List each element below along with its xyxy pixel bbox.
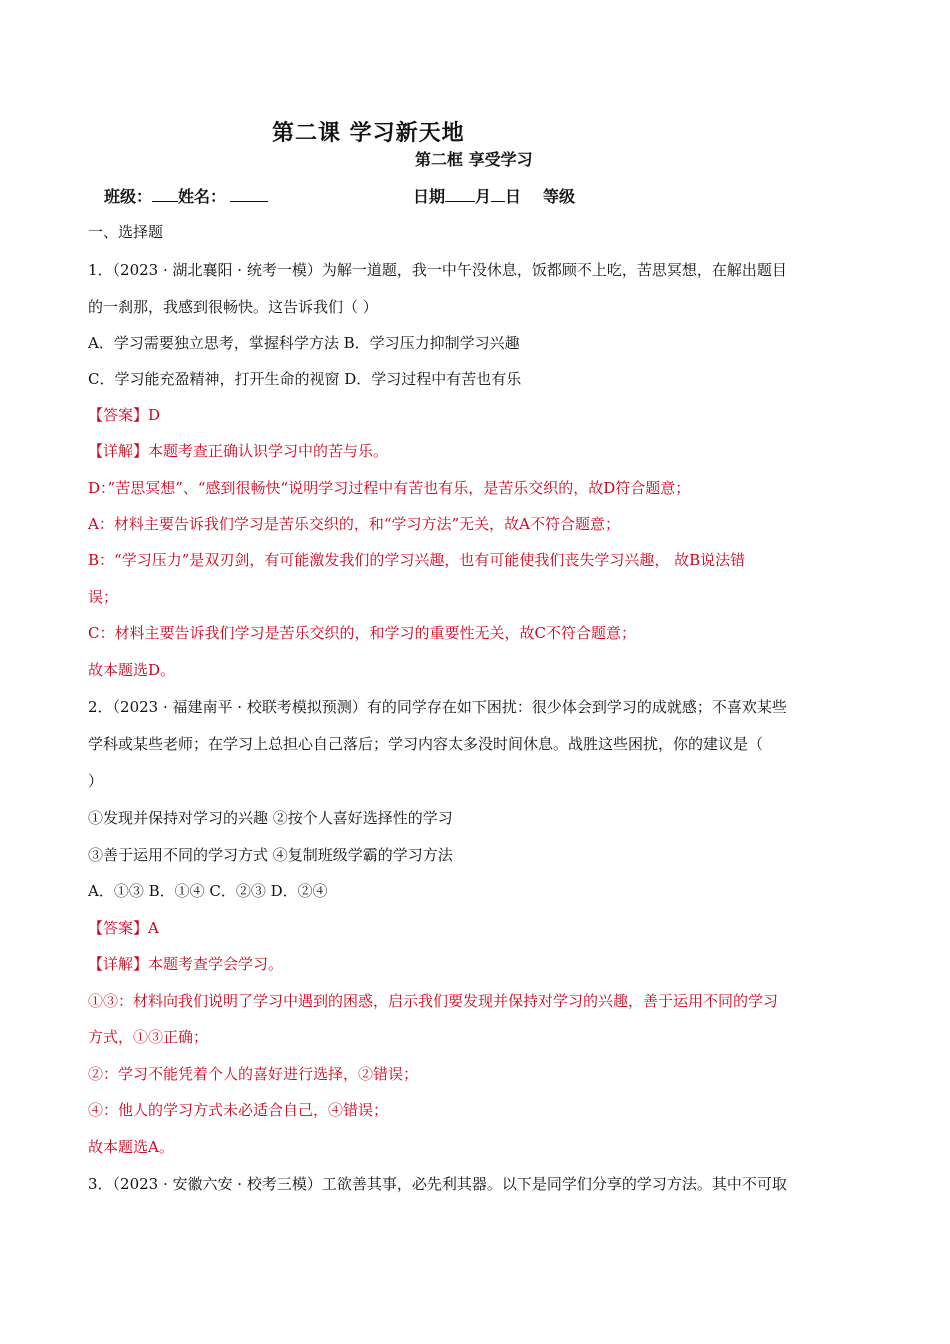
q1-analysis-line-5: C：材料主要告诉我们学习是苦乐交织的，和学习的重要性无关，故C不符合题意； <box>88 624 636 642</box>
q1-answer <box>88 405 160 425</box>
day-blank[interactable] <box>491 186 505 202</box>
class-label: 班级： <box>104 187 153 206</box>
q2-detail <box>88 954 283 974</box>
q1-analysis-line-3: B：“学习压力”是双刃剑，有可能激发我们的学习兴趣，也有可能使我们丧失学习兴趣， 故B说法错 <box>88 551 746 569</box>
class-blank[interactable] <box>152 186 178 202</box>
detail-tag: 【详解】 <box>88 955 149 973</box>
q2-analysis-line-4: ④：他人的学习方式未必适合自己，④错误； <box>88 1101 389 1119</box>
q1-option-line-1: A．学习需要独立思考，掌握科学方法 B．学习压力抑制学习兴趣 <box>88 334 520 352</box>
q2-analysis-line-3: ②：学习不能凭着个人的喜好进行选择，②错误； <box>88 1065 419 1083</box>
q1-stem-line-2: 的一刹那，我感到很畅快。这告诉我们（ ） <box>88 298 378 316</box>
student-info <box>104 184 268 207</box>
month-label: 月 <box>475 187 492 206</box>
q1-analysis-line-4: 误； <box>88 588 119 606</box>
name-blank[interactable] <box>230 186 268 202</box>
name-label: 姓名： <box>178 187 227 206</box>
q3-stem-line-1: 3．（2023 · 安徽六安 · 校考三模）工欲善其事，必先利其器。以下是同学们分享的学习方法。其中不可取 <box>88 1175 787 1193</box>
q1-analysis-line-1: D：”苦思冥想”、“感到很畅快“说明学习过程中有苦也有乐，是苦乐交织的，故D符合题意； <box>88 479 691 497</box>
q2-stem-line-3: ） <box>88 772 104 790</box>
q2-option-line-1: ①发现并保持对学习的兴趣 ②按个人喜好选择性的学习 <box>88 809 453 827</box>
answer-value: A <box>148 919 159 937</box>
q1-detail <box>88 441 388 461</box>
date-grade-info <box>413 184 575 207</box>
detail-text: 本题考查学会学习。 <box>148 955 284 973</box>
q1-analysis-line-2: A：材料主要告诉我们学习是苦乐交织的，和“学习方法”无关，故A不符合题意； <box>88 515 621 533</box>
grade-label: 等级 <box>543 187 576 206</box>
q2-answer <box>88 918 159 938</box>
q2-option-line-2: ③善于运用不同的学习方式 ④复制班级学霸的学习方法 <box>88 846 453 864</box>
q1-stem-line-1: 1．（2023 · 湖北襄阳 · 统考一模）为解一道题，我一中午没休息，饭都顾不上吃，苦思冥想，在解出题目 <box>88 261 787 279</box>
detail-text: 本题考查正确认识学习中的苦与乐。 <box>148 442 389 460</box>
detail-tag: 【详解】 <box>88 442 149 460</box>
month-blank[interactable] <box>445 186 475 202</box>
q2-analysis-line-2: 方式，①③正确； <box>88 1028 209 1046</box>
q1-conclusion: 故本题选D。 <box>88 661 176 679</box>
q2-stem-line-2: 学科或某些老师；在学习上总担心自己落后；学习内容太多没时间休息。战胜这些困扰，你的建议是（ <box>88 735 764 753</box>
date-label: 日期 <box>413 187 446 206</box>
q1-option-line-2: C．学习能充盈精神，打开生命的视窗 D．学习过程中有苦也有乐 <box>88 370 522 388</box>
day-label: 日 <box>505 187 522 206</box>
section-heading: 一、选择题 <box>88 223 164 241</box>
q2-conclusion: 故本题选A。 <box>88 1138 174 1156</box>
q2-analysis-line-1: ①③：材料向我们说明了学习中遇到的困惑，启示我们要发现并保持对学习的兴趣，善于运用不同的学习 <box>88 992 779 1010</box>
lesson-subtitle: 第二框 享受学习 <box>415 150 533 169</box>
q2-option-line-3: A．①③ B．①④ C．②③ D．②④ <box>88 882 328 900</box>
answer-value: D <box>148 406 161 424</box>
q2-stem-line-1: 2．（2023 · 福建南平 · 校联考模拟预测）有的同学存在如下困扰：很少体会到学习的成就感；不喜欢某些 <box>88 698 787 716</box>
answer-tag: 【答案】 <box>88 919 149 937</box>
answer-tag: 【答案】 <box>88 406 149 424</box>
lesson-title: 第二课 学习新天地 <box>272 120 465 146</box>
